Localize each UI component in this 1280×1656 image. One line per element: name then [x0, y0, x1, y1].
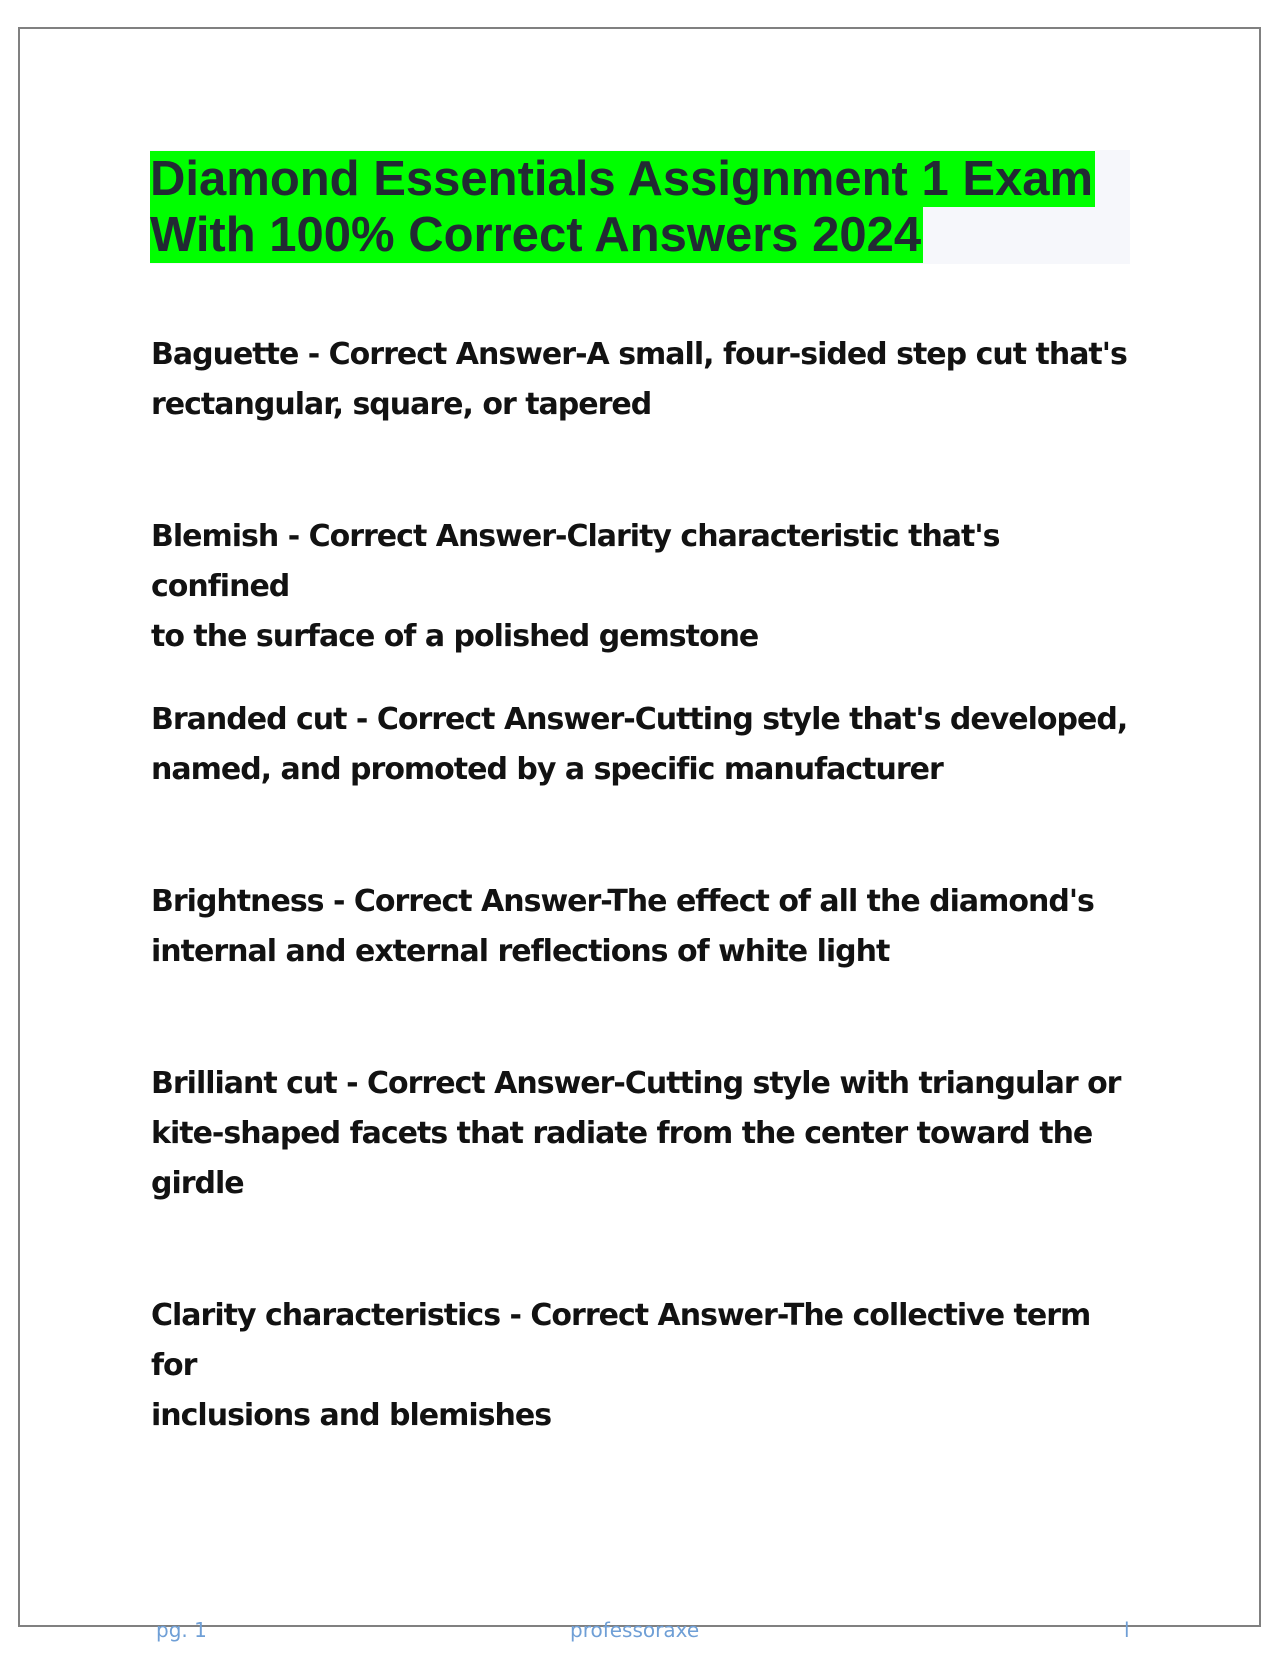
entry-brilliant-cut: [151, 1059, 1141, 1209]
entry-line: rectangular, square, or tapered: [151, 387, 652, 422]
entry-line: Blemish - Correct Answer-Clarity characteristic that's confined: [151, 519, 1009, 604]
entry-clarity-characteristics: [151, 1291, 1141, 1441]
entry-line: to the surface of a polished gemstone: [151, 619, 759, 654]
entry-line: internal and external reflections of white light: [151, 934, 890, 969]
entry-line: girdle: [151, 1166, 244, 1201]
entry-baguette: [151, 330, 1141, 430]
entry-line: Branded cut - Correct Answer-Cutting style that's developed,: [151, 702, 1128, 737]
footer-author: professoraxe: [570, 1618, 700, 1642]
entry-line: Brilliant cut - Correct Answer-Cutting style with triangular or: [151, 1066, 1121, 1101]
entry-brightness: [151, 877, 1141, 977]
entry-line: inclusions and blemishes: [151, 1398, 552, 1433]
entry-blemish: [151, 512, 1141, 662]
footer-page-number: pg. 1: [156, 1618, 207, 1642]
document-title-line-2: With 100% Correct Answers 2024: [150, 208, 922, 262]
footer-right-mark: l: [1124, 1618, 1130, 1642]
entry-line: named, and promoted by a specific manufacturer: [151, 752, 943, 787]
entry-branded-cut: [151, 695, 1141, 795]
entry-line: Baguette - Correct Answer-A small, four-sided step cut that's: [151, 337, 1127, 372]
document-title-line-1: Diamond Essentials Assignment 1 Exam: [150, 152, 1094, 206]
entry-line: Brightness - Correct Answer-The effect of all the diamond's: [151, 884, 1094, 919]
entry-line: Clarity characteristics - Correct Answer-The collective term for: [151, 1298, 1100, 1383]
entry-line: kite-shaped facets that radiate from the center toward the: [151, 1116, 1093, 1151]
